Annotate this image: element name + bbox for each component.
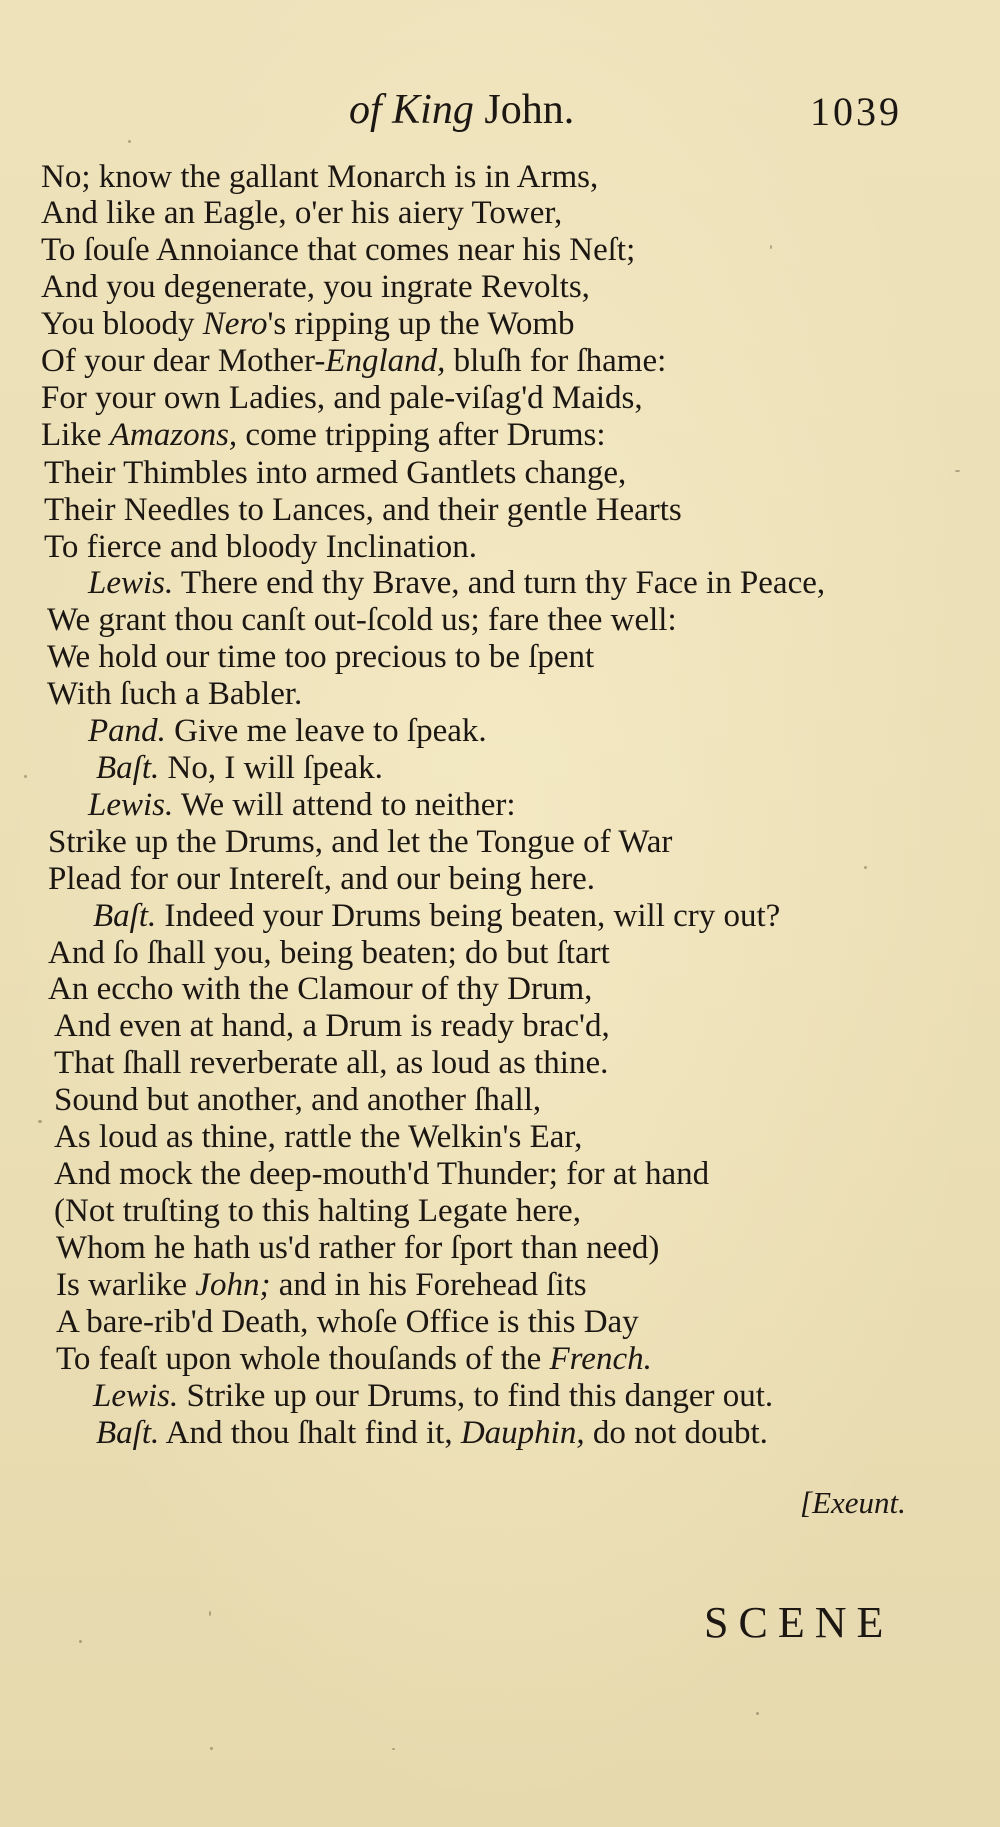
verse-line bbox=[44, 454, 626, 492]
line-text: No; know the gallant Monarch is in Arms, bbox=[41, 159, 599, 195]
verse-line bbox=[41, 231, 635, 269]
running-header bbox=[0, 86, 1000, 146]
line-text: Is warlike bbox=[56, 1267, 196, 1303]
line-text: Indeed your Drums being beaten, will cry out? bbox=[156, 898, 781, 934]
line-text: We will attend to neither: bbox=[173, 787, 516, 823]
paper-speck bbox=[210, 1747, 213, 1750]
line-text: And like an Eagle, o'er his aiery Tower, bbox=[41, 195, 563, 231]
verse-line bbox=[48, 823, 672, 861]
line-text: No, I will ſpeak. bbox=[159, 750, 383, 786]
catchword: SCENE bbox=[704, 1598, 894, 1647]
paper-speck bbox=[209, 1611, 211, 1616]
italic-word: John; bbox=[195, 1267, 271, 1303]
line-text: Their Needles to Lances, and their gentle Hearts bbox=[44, 492, 682, 528]
verse-line bbox=[41, 416, 606, 454]
verse-line bbox=[47, 675, 302, 713]
verse-line bbox=[93, 897, 780, 935]
line-text: That ſhall reverberate all, as loud as thine. bbox=[54, 1045, 609, 1081]
line-text: A bare-rib'd Death, whoſe Office is this Day bbox=[56, 1304, 639, 1340]
verse-line bbox=[96, 1414, 768, 1452]
line-text: come tripping after Drums: bbox=[237, 417, 606, 453]
italic-word: Baſt. bbox=[96, 1415, 160, 1451]
paper-speck bbox=[128, 140, 131, 143]
paper-speck bbox=[24, 775, 27, 778]
italic-word: Lewis. bbox=[93, 1378, 179, 1414]
line-text: There end thy Brave, and turn thy Face in Peace, bbox=[173, 565, 826, 601]
line-text: And thou ſhalt find it, bbox=[159, 1415, 461, 1451]
line-text: 's ripping up the Womb bbox=[267, 306, 575, 342]
verse-line bbox=[56, 1266, 587, 1304]
line-text: Strike up our Drums, to find this danger out. bbox=[178, 1378, 774, 1414]
italic-word: Baſt. bbox=[93, 898, 157, 934]
line-text: To ſouſe Annoiance that comes near his Neſt; bbox=[41, 232, 636, 268]
line-text: Plead for our Intereſt, and our being here. bbox=[48, 861, 596, 897]
stage-direction-exeunt: [Exeunt. bbox=[800, 1485, 906, 1520]
line-text: Whom he hath us'd rather for ſport than need) bbox=[56, 1230, 660, 1266]
verse-line bbox=[54, 1155, 709, 1193]
line-text: Sound but another, and another ſhall, bbox=[54, 1082, 542, 1118]
title-king: King bbox=[392, 87, 474, 133]
verse-line bbox=[47, 638, 594, 676]
line-text: As loud as thine, rattle the Welkin's Ear, bbox=[54, 1119, 583, 1155]
paper-speck bbox=[392, 1748, 395, 1750]
line-text: For your own Ladies, and pale-viſag'd Maids, bbox=[41, 380, 643, 416]
paper-speck bbox=[770, 245, 772, 249]
line-text: An eccho with the Clamour of thy Drum, bbox=[48, 971, 593, 1007]
line-text: Give me leave to ſpeak. bbox=[165, 713, 487, 749]
verse-line bbox=[56, 1303, 639, 1341]
italic-word: Lewis. bbox=[88, 787, 174, 823]
line-text: Their Thimbles into armed Gantlets change, bbox=[44, 455, 627, 491]
paper-speck bbox=[79, 1640, 82, 1643]
line-text: and in his Forehead ſits bbox=[270, 1267, 587, 1303]
verse-line bbox=[93, 1377, 773, 1415]
line-text: We hold our time too precious to be ſpent bbox=[47, 639, 595, 675]
line-text: (Not truſting to this halting Legate here, bbox=[54, 1193, 581, 1229]
verse-line bbox=[54, 1044, 608, 1082]
line-text: Like bbox=[41, 417, 110, 453]
italic-word: French. bbox=[549, 1341, 652, 1377]
line-text: To fierce and bloody Inclination. bbox=[44, 529, 477, 565]
paper-speck bbox=[756, 1712, 759, 1715]
verse-line bbox=[96, 749, 383, 787]
line-text: bluſh for ſhame: bbox=[445, 343, 667, 379]
line-text: We grant thou canſt out-ſcold us; fare thee well: bbox=[47, 602, 677, 638]
verse-line bbox=[54, 1118, 582, 1156]
verse-line bbox=[54, 1007, 610, 1045]
verse-line bbox=[44, 528, 477, 566]
line-text: To feaſt upon whole thouſands of the bbox=[56, 1341, 550, 1377]
verse-line bbox=[48, 934, 610, 972]
verse-line bbox=[41, 305, 575, 343]
italic-word: Lewis. bbox=[88, 565, 174, 601]
line-text: With ſuch a Babler. bbox=[47, 676, 303, 712]
verse-line bbox=[88, 786, 516, 824]
verse-line bbox=[41, 268, 590, 306]
italic-word: Pand. bbox=[88, 713, 166, 749]
verse-line bbox=[41, 194, 562, 232]
verse-line bbox=[88, 712, 487, 750]
title-of: of bbox=[349, 87, 382, 133]
verse-line bbox=[54, 1081, 541, 1119]
italic-word: Baſt. bbox=[96, 750, 160, 786]
italic-word: Amazons, bbox=[109, 417, 238, 453]
verse-line bbox=[41, 158, 598, 196]
paper-speck bbox=[864, 866, 867, 869]
title-john: John. bbox=[484, 87, 575, 133]
line-text: do not doubt. bbox=[584, 1415, 768, 1451]
verse-line bbox=[48, 860, 595, 898]
paper-speck bbox=[38, 1120, 42, 1123]
verse-line bbox=[41, 342, 666, 380]
line-text: And mock the deep-mouth'd Thunder; for at hand bbox=[54, 1156, 710, 1192]
italic-word: Dauphin, bbox=[460, 1415, 585, 1451]
italic-word: England, bbox=[325, 343, 446, 379]
verse-line bbox=[56, 1229, 659, 1267]
verse-line bbox=[48, 970, 592, 1008]
verse-line bbox=[47, 601, 677, 639]
italic-word: Nero bbox=[202, 306, 268, 342]
line-text: And ſo ſhall you, being beaten; do but ſtart bbox=[48, 935, 610, 971]
verse-line bbox=[54, 1192, 581, 1230]
verse-line bbox=[56, 1340, 652, 1378]
line-text: You bloody bbox=[41, 306, 203, 342]
verse-line bbox=[44, 491, 682, 529]
line-text: And even at hand, a Drum is ready brac'd, bbox=[54, 1008, 610, 1044]
paper-speck bbox=[955, 470, 960, 472]
running-title bbox=[349, 86, 574, 134]
line-text: Of your dear Mother- bbox=[41, 343, 326, 379]
line-text: And you degenerate, you ingrate Revolts, bbox=[41, 269, 590, 305]
verse-line bbox=[88, 564, 825, 602]
verse-line bbox=[41, 379, 643, 417]
line-text: Strike up the Drums, and let the Tongue of War bbox=[48, 824, 673, 860]
page-number: 1039 bbox=[810, 89, 902, 134]
